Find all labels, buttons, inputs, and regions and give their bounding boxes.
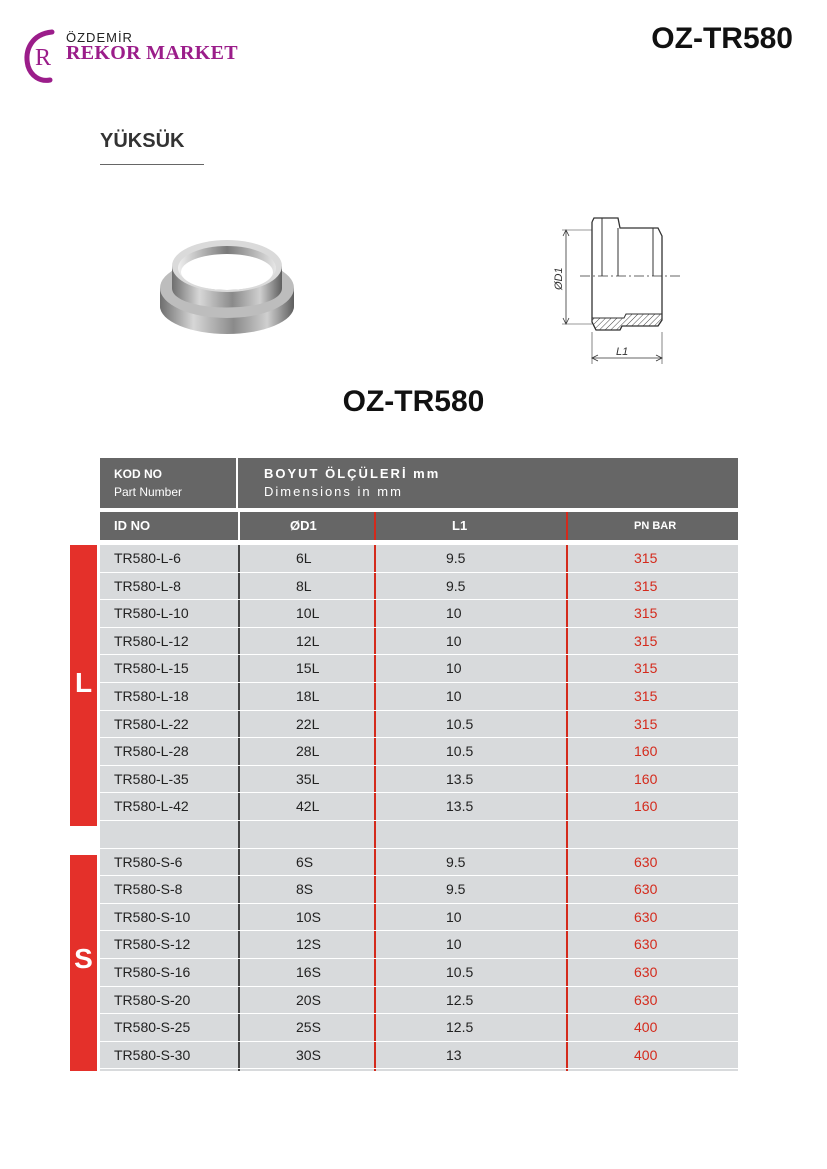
cell-id: TR580-L-12 <box>114 632 189 649</box>
cell-pn: 630 <box>634 991 658 1008</box>
table-row <box>100 987 738 1015</box>
brand-name: REKOR MARKET <box>66 42 238 64</box>
cell-pn: 315 <box>634 550 658 566</box>
cell-d1: 35L <box>296 770 320 787</box>
pn-bar-header: PN BAR <box>634 520 677 532</box>
cell-id: TR580-L-28 <box>114 743 189 760</box>
cell-l1: 9.5 <box>446 881 466 898</box>
cell-pn: 160 <box>634 743 658 760</box>
table-row <box>100 600 738 628</box>
kod-no-header <box>100 458 238 508</box>
table-spacer-row <box>100 821 738 849</box>
cell-id: TR580-S-20 <box>114 991 191 1008</box>
cell-d1: 10L <box>296 605 320 622</box>
cell-id: TR580-L-10 <box>114 605 189 622</box>
cell-l1: 10 <box>446 660 462 677</box>
l1-dimension-label: L1 <box>616 346 629 358</box>
cell-d1: 28L <box>296 743 320 760</box>
dimensions-label: Dimensions in mm <box>264 484 403 499</box>
brand-subtitle: ÖZDEMİR <box>66 30 133 45</box>
kod-no-label: KOD NO <box>114 467 162 481</box>
cell-l1: 13.5 <box>446 770 474 787</box>
table-row <box>100 959 738 987</box>
cell-l1: 9.5 <box>446 550 466 566</box>
header-divider <box>566 512 568 540</box>
product-code-title: OZ-TR580 <box>342 385 485 418</box>
technical-drawing <box>540 208 690 368</box>
svg-text:R: R <box>35 45 52 71</box>
cell-d1: 42L <box>296 798 320 815</box>
table-body <box>100 545 738 1071</box>
cell-d1: 25S <box>296 1019 321 1036</box>
cell-l1: 10 <box>446 605 462 622</box>
cell-d1: 8S <box>296 881 314 898</box>
table-row <box>100 545 738 573</box>
table-row <box>100 711 738 739</box>
cell-d1: 16S <box>296 964 321 980</box>
cell-l1: 13.5 <box>446 798 474 815</box>
cell-id: TR580-L-8 <box>114 577 181 594</box>
id-no-header: ID NO <box>114 518 151 533</box>
group-label-s: S <box>70 855 97 1071</box>
cell-id: TR580-L-18 <box>114 688 189 704</box>
cell-id: TR580-S-25 <box>114 1019 191 1036</box>
cell-id: TR580-L-15 <box>114 660 189 677</box>
cell-l1: 10.5 <box>446 743 474 760</box>
cell-id: TR580-S-16 <box>114 964 191 980</box>
table-row <box>100 793 738 821</box>
table-row <box>100 655 738 683</box>
cell-d1: 18L <box>296 688 320 704</box>
cell-pn: 315 <box>634 577 658 594</box>
cell-d1: 6S <box>296 853 314 870</box>
cell-pn: 630 <box>634 881 658 898</box>
cell-d1: 6L <box>296 550 312 566</box>
cell-l1: 12.5 <box>446 1019 474 1036</box>
cell-pn: 400 <box>634 1019 658 1036</box>
cell-pn: 400 <box>634 1046 658 1063</box>
cell-pn: 315 <box>634 632 658 649</box>
cell-d1: 15L <box>296 660 320 677</box>
cell-d1: 12S <box>296 936 321 953</box>
d1-header: ØD1 <box>290 518 317 533</box>
cell-id: TR580-S-8 <box>114 881 183 898</box>
ring-product-image <box>152 226 302 362</box>
table-row <box>100 628 738 656</box>
part-number-label: Part Number <box>114 485 183 499</box>
cell-pn: 630 <box>634 936 658 953</box>
cell-pn: 315 <box>634 688 658 704</box>
table-header-columns <box>100 512 738 540</box>
d1-dimension-label: ØD1 <box>553 267 565 290</box>
table-row <box>100 573 738 601</box>
cell-pn: 160 <box>634 798 658 815</box>
cell-d1: 20S <box>296 991 321 1008</box>
cell-d1: 22L <box>296 715 320 732</box>
table-row <box>100 1042 738 1070</box>
brand-logo <box>22 28 252 88</box>
cell-pn: 630 <box>634 908 658 925</box>
cell-l1: 10.5 <box>446 964 474 980</box>
product-code-header: OZ-TR580 <box>651 22 793 55</box>
cell-l1: 10 <box>446 936 462 953</box>
cell-d1: 12L <box>296 632 320 649</box>
cell-d1: 10S <box>296 908 321 925</box>
cell-id: TR580-S-6 <box>114 853 183 870</box>
logo-r-icon <box>22 28 64 86</box>
cell-pn: 630 <box>634 964 658 980</box>
cell-pn: 630 <box>634 853 658 870</box>
cell-id: TR580-L-22 <box>114 715 189 732</box>
cell-pn: 315 <box>634 715 658 732</box>
cell-l1: 10.5 <box>446 715 474 732</box>
table-row <box>100 1014 738 1042</box>
cell-l1: 9.5 <box>446 577 466 594</box>
cell-id: TR580-L-6 <box>114 550 181 566</box>
cell-l1: 9.5 <box>446 853 466 870</box>
section-title: YÜKSÜK <box>100 130 185 152</box>
cell-pn: 160 <box>634 770 658 787</box>
table-row <box>100 766 738 794</box>
cell-id: TR580-S-10 <box>114 908 191 925</box>
cell-pn: 315 <box>634 660 658 677</box>
cell-l1: 10 <box>446 908 462 925</box>
cell-l1: 10 <box>446 688 462 704</box>
table-row <box>100 876 738 904</box>
l1-header: L1 <box>452 518 468 533</box>
table-row <box>100 931 738 959</box>
table-row <box>100 683 738 711</box>
table-row <box>100 849 738 877</box>
header-divider <box>374 512 376 540</box>
cell-id: TR580-S-12 <box>114 936 191 953</box>
cell-id: TR580-S-30 <box>114 1046 191 1063</box>
cell-pn: 315 <box>634 605 658 622</box>
table-row <box>100 738 738 766</box>
cell-d1: 8L <box>296 577 312 594</box>
dimensions-header <box>240 458 738 508</box>
table-header-top <box>100 458 738 508</box>
cell-l1: 12.5 <box>446 991 474 1008</box>
group-label-l: L <box>70 545 97 826</box>
cell-id: TR580-L-35 <box>114 770 189 787</box>
cell-l1: 10 <box>446 632 462 649</box>
table-row <box>100 904 738 932</box>
header-divider <box>238 512 240 540</box>
cell-l1: 13 <box>446 1046 462 1063</box>
cell-d1: 30S <box>296 1046 321 1063</box>
section-title-underline <box>100 164 204 165</box>
cell-id: TR580-L-42 <box>114 798 189 815</box>
boyut-label: BOYUT ÖLÇÜLERİ mm <box>264 466 441 481</box>
